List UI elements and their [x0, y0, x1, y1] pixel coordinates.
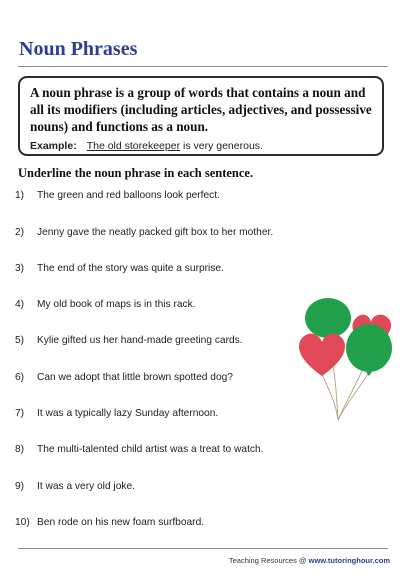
title-divider [18, 66, 388, 67]
example-label: Example: [30, 140, 77, 152]
question-text: It was a very old joke. [37, 481, 135, 492]
footer-prefix: Teaching Resources @ [228, 556, 309, 565]
question-text: Jenny gave the neatly packed gift box to her mother. [37, 227, 274, 238]
example-noun-phrase: The old storekeeper [86, 140, 181, 152]
question-number: 4) [15, 299, 25, 310]
question-text: The end of the story was quite a surprise. [37, 263, 224, 274]
question-item [15, 444, 315, 460]
question-number: 7) [15, 408, 25, 419]
question-item [15, 263, 315, 279]
example-line [30, 140, 372, 152]
question-text: Ben rode on his new foam surfboard. [37, 517, 205, 528]
instruction: Underline the noun phrase in each sentence. [18, 166, 254, 180]
question-item [15, 408, 315, 424]
question-number: 10) [15, 517, 30, 528]
question-number: 2) [15, 227, 25, 238]
question-item [15, 481, 315, 497]
question-item [15, 517, 315, 533]
question-item [15, 227, 315, 243]
balloons-illustration [292, 292, 402, 427]
question-number: 6) [15, 372, 25, 383]
definition-text: A noun phrase is a group of words that contains a noun and all its modifiers (including articles, adjectives, and possessive nouns) and functions as a noun. [30, 85, 372, 134]
question-item [15, 190, 315, 206]
question-number: 1) [15, 190, 25, 201]
footer-divider [18, 548, 388, 549]
example-rest: is very generous. [180, 140, 263, 152]
question-number: 9) [15, 481, 25, 492]
footer-site-link[interactable]: www.tutoringhour.com [308, 556, 390, 565]
page-title: Noun Phrases [19, 38, 138, 60]
question-number: 3) [15, 263, 25, 274]
definition-box [18, 76, 384, 156]
red-heart-balloon-left [299, 334, 345, 376]
question-item [15, 372, 315, 388]
question-text: Kylie gifted us her hand-made greeting cards. [37, 335, 243, 346]
question-text: The green and red balloons look perfect. [37, 190, 220, 201]
question-number: 8) [15, 444, 25, 455]
green-balloon-right [346, 324, 392, 376]
question-item [15, 299, 315, 315]
question-item [15, 335, 315, 351]
question-number: 5) [15, 335, 25, 346]
footer [0, 556, 390, 565]
question-text: It was a typically lazy Sunday afternoon. [37, 408, 219, 419]
question-text: The multi-talented child artist was a treat to watch. [37, 444, 264, 455]
question-text: Can we adopt that little brown spotted dog? [37, 372, 233, 383]
question-text: My old book of maps is in this rack. [37, 299, 196, 310]
